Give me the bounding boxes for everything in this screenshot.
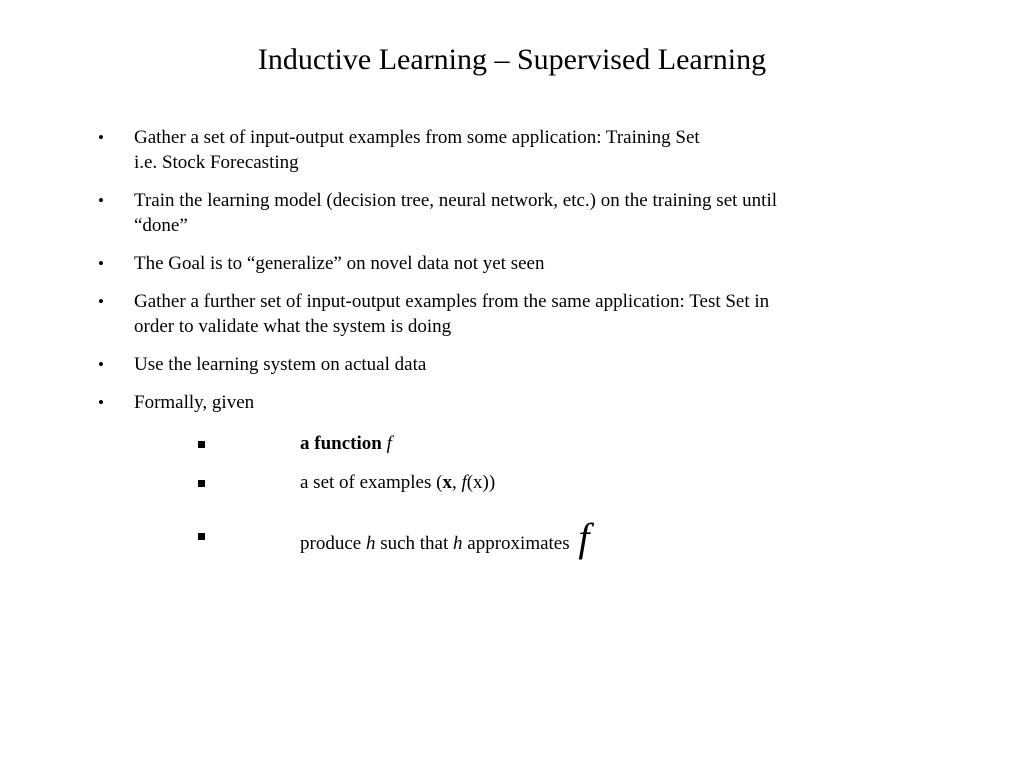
bullet-text-line: i.e. Stock Forecasting <box>134 152 299 173</box>
bullet-dot-icon: • <box>98 355 104 374</box>
bullet-text-line: Gather a further set of input-output examples from the same application: Test Set in <box>134 291 770 312</box>
hypothesis-variable: h <box>453 533 463 554</box>
subitem-text: produce h such that h approximates f <box>300 515 590 560</box>
square-bullet-icon <box>198 441 205 448</box>
hypothesis-variable: h <box>365 533 376 554</box>
bullet-text-line: “done” <box>134 215 188 236</box>
bullet-text-line: The Goal is to “generalize” on novel data not yet seen <box>134 253 545 274</box>
subitem-text <box>300 431 392 456</box>
bullet-text-line: order to validate what the system is doing <box>134 316 452 337</box>
bullet-text-line: Train the learning model (decision tree, neural network, etc.) on the training set until <box>134 190 778 211</box>
bullet-text-line: Formally, given <box>134 392 255 413</box>
bullet-text-line: Gather a set of input-output examples from some application: Training Set <box>134 127 700 148</box>
bullet-dot-icon: • <box>98 292 104 311</box>
bullet-item-test-set <box>96 289 926 339</box>
vector-x: x <box>442 472 452 493</box>
bullet-text-line: Use the learning system on actual data <box>134 354 427 375</box>
bullet-list <box>96 125 926 428</box>
bold-text: a function <box>300 433 382 454</box>
bullet-item-training-set <box>96 125 926 175</box>
slide-title: Inductive Learning – Supervised Learning <box>257 43 767 76</box>
bullet-dot-icon: • <box>98 254 104 273</box>
function-variable: f <box>461 472 467 493</box>
bullet-item-train-model <box>96 188 926 238</box>
bullet-item-actual-data <box>96 352 926 377</box>
bullet-item-goal <box>96 251 926 276</box>
bullet-item-formally <box>96 390 926 415</box>
large-function-symbol: f <box>578 515 590 560</box>
square-bullet-icon <box>198 480 205 487</box>
subitem-text: a set of examples (x, f(x)) <box>300 472 496 493</box>
bullet-dot-icon: • <box>98 128 104 147</box>
function-variable: f <box>386 433 392 454</box>
square-bullet-icon <box>198 533 205 540</box>
bullet-dot-icon: • <box>98 191 104 210</box>
bullet-dot-icon: • <box>98 393 104 412</box>
